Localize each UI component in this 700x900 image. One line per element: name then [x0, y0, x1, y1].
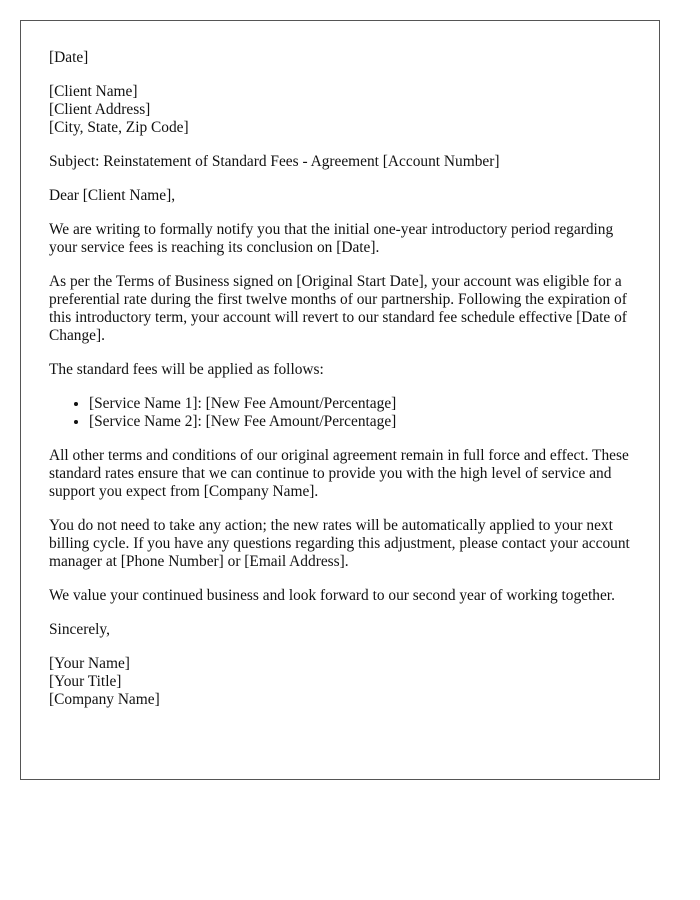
paragraph-closing-note: We value your continued business and look forward to our second year of working together.: [49, 587, 615, 604]
paragraph-fees-intro: The standard fees will be applied as follows:: [49, 361, 324, 378]
paragraph-action: You do not need to take any action; the new rates will be automatically applied to your next billing cycle. If you have any questions regarding this adjustment, please contact your account manager at [Phone Number] or [Email Address].: [49, 517, 630, 570]
letter-date: [Date]: [49, 49, 89, 66]
fee-list: [49, 395, 631, 431]
signature-company: [Company Name]: [49, 691, 160, 708]
letter-subject: Subject: Reinstatement of Standard Fees - Agreement [Account Number]: [49, 153, 500, 170]
letter-document: [20, 20, 660, 780]
signature-block: [49, 655, 631, 709]
paragraph-agreement: All other terms and conditions of our original agreement remain in full force and effect. These standard rates ensure that we can continue to provide you with the high level of service and support you expect from [Company Name].: [49, 447, 629, 500]
letter-closing: Sincerely,: [49, 621, 110, 638]
paragraph-terms: As per the Terms of Business signed on [Original Start Date], your account was eligible for a preferential rate during the first twelve months of our partnership. Following the expiration of this introductory term, your account will revert to our standard fee schedule effective [Date of Change].: [49, 273, 627, 344]
signature-title: [Your Title]: [49, 673, 122, 690]
recipient-block: [49, 83, 631, 137]
paragraph-intro: We are writing to formally notify you that the initial one-year introductory period regarding your service fees is reaching its conclusion on [Date].: [49, 221, 614, 256]
fee-list-item: • [Service Name 1]: [New Fee Amount/Percentage]: [89, 395, 631, 413]
letter-salutation: Dear [Client Name],: [49, 187, 176, 204]
recipient-city-state-zip: [City, State, Zip Code]: [49, 119, 189, 136]
signature-name: [Your Name]: [49, 655, 130, 672]
recipient-name: [Client Name]: [49, 83, 138, 100]
fee-list-item: • [Service Name 2]: [New Fee Amount/Percentage]: [89, 413, 631, 431]
recipient-address: [Client Address]: [49, 101, 151, 118]
